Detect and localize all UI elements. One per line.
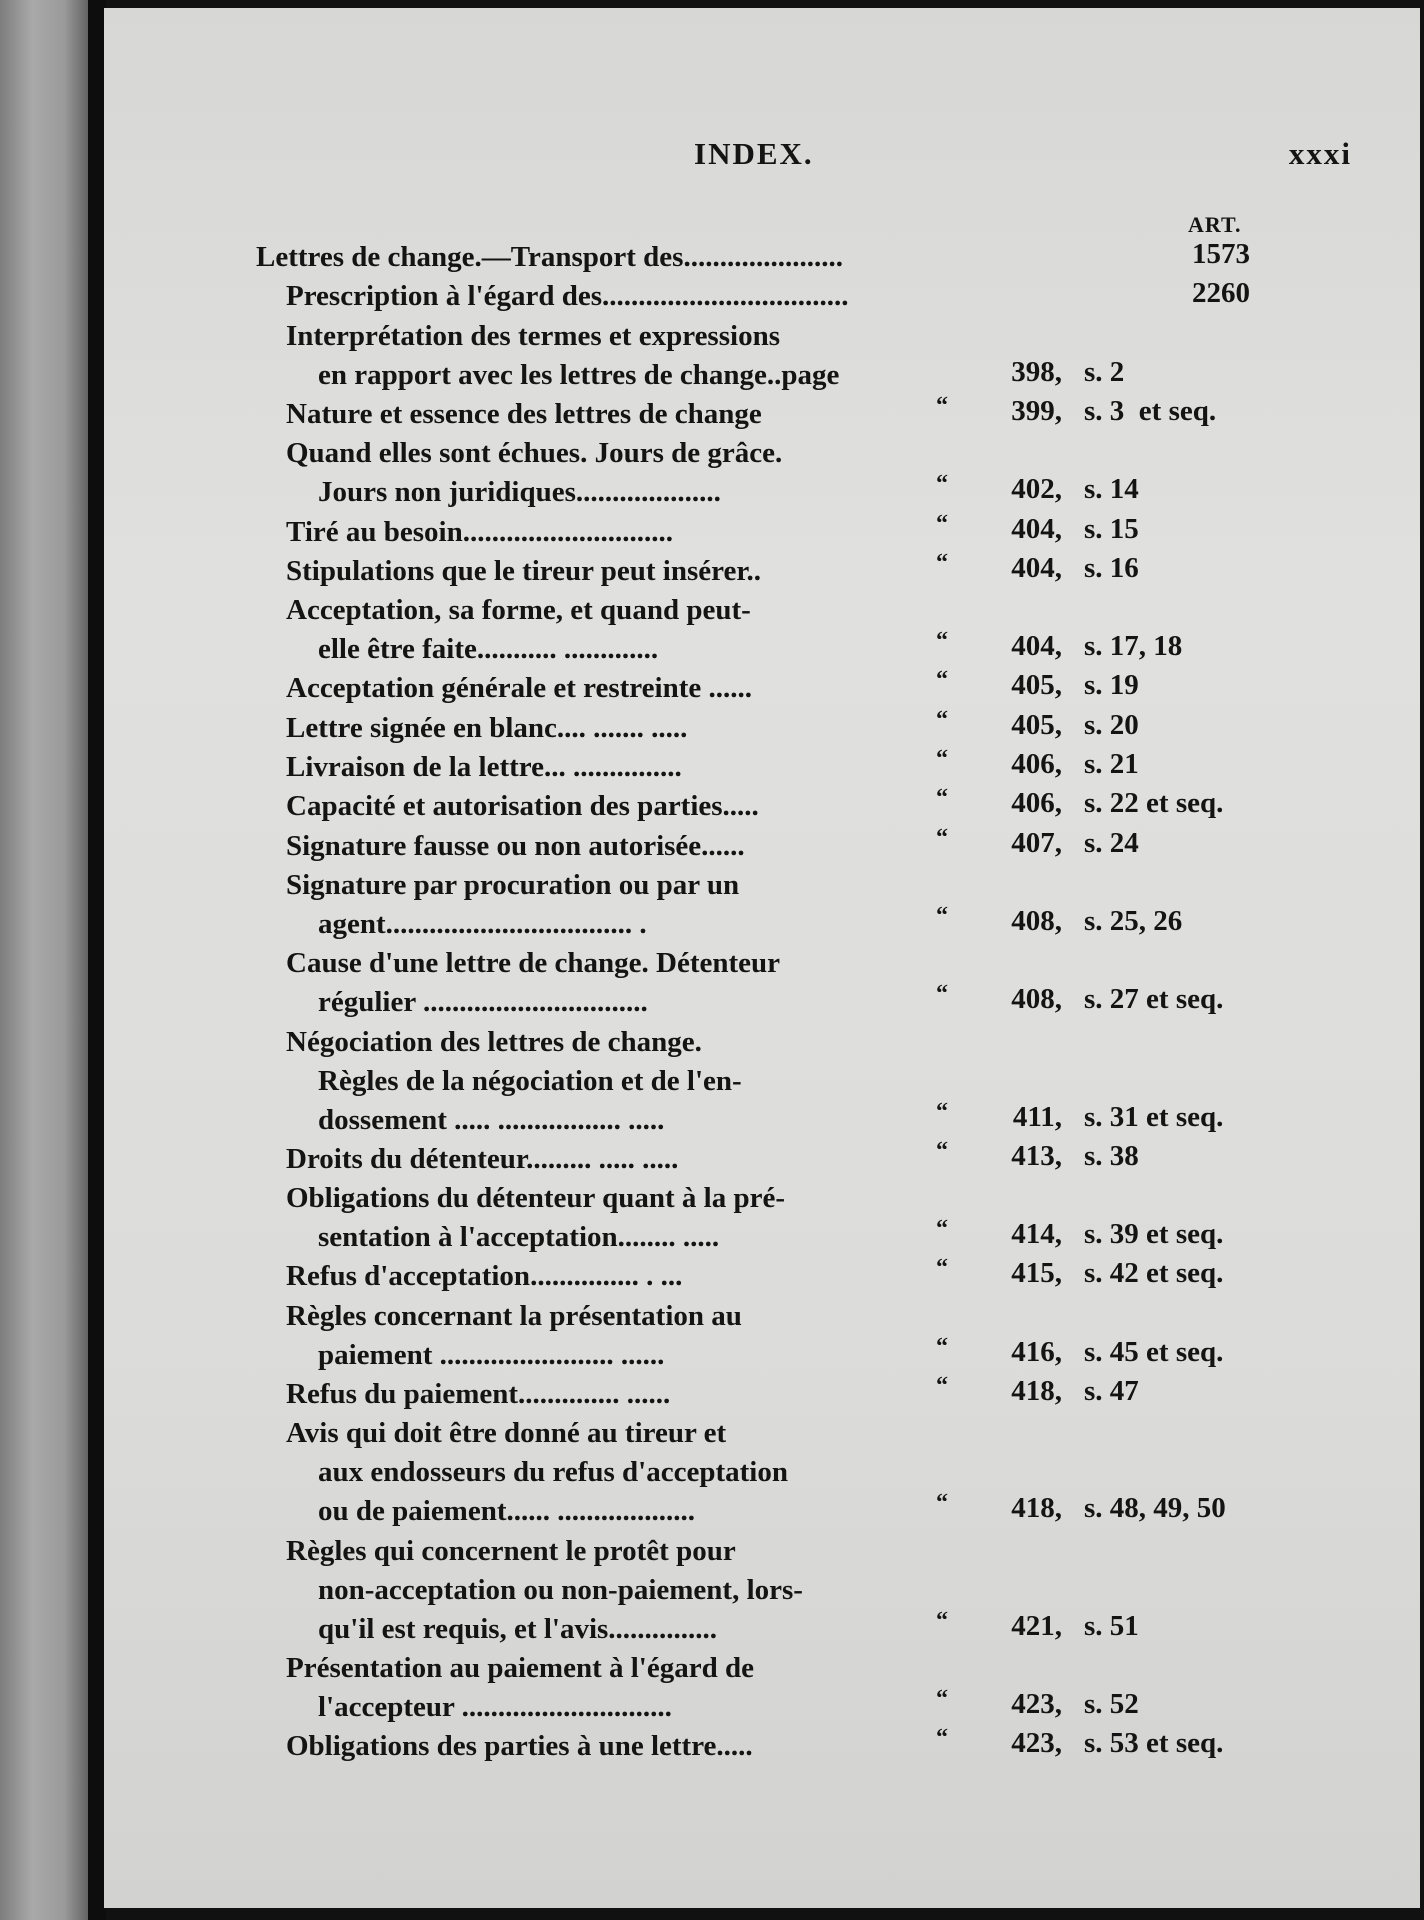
page-reference: 406, [1011, 787, 1062, 820]
ditto-mark: “ [936, 1607, 948, 1634]
entry-text-line: Lettres de change.—Transport des...................... [256, 241, 843, 273]
section-reference: s. 14 [1084, 473, 1139, 506]
ditto-mark: “ [936, 1490, 948, 1517]
entry-text-line: Refus du paiement.............. ...... [286, 1378, 671, 1410]
entry-text-line: Règles qui concernent le protêt pour [286, 1534, 736, 1567]
page-reference: 405, [1011, 708, 1062, 741]
section-reference: s. 38 [1084, 1139, 1139, 1172]
section-reference: s. 19 [1084, 669, 1139, 702]
page-reference: 398, [1011, 355, 1062, 388]
ditto-mark: “ [936, 1098, 948, 1125]
page-title: INDEX. [694, 136, 814, 171]
section-reference: s. 24 [1084, 826, 1139, 859]
section-reference: s. 52 [1084, 1687, 1139, 1720]
entry-text-line: Négociation des lettres de change. [286, 1025, 702, 1058]
section-reference: s. 16 [1084, 551, 1139, 584]
entry-text-line: elle être faite........... ............. [318, 633, 659, 666]
entry-text-line: Quand elles sont échues. Jours de grâce. [286, 437, 783, 470]
entry-text-line: paiement ........................ ...... [318, 1338, 665, 1371]
entry-text-line: ou de paiement...... ................... [318, 1495, 695, 1528]
ditto-mark: “ [936, 628, 948, 655]
ditto-mark: “ [936, 510, 948, 537]
section-reference: s. 39 et seq. [1084, 1218, 1224, 1251]
ditto-mark: “ [936, 706, 948, 733]
section-reference: s. 22 et seq. [1084, 787, 1224, 820]
entry-text-line: Signature par procuration ou par un [286, 868, 740, 901]
entry-text-line: l'accepteur ............................. [318, 1690, 672, 1723]
page-reference: 404, [1011, 630, 1062, 663]
entry-text-line: sentation à l'acceptation........ ..... [318, 1221, 720, 1254]
section-reference: s. 25, 26 [1084, 904, 1183, 937]
entry-text-line: Livraison de la lettre... ............... [286, 751, 682, 783]
entry-text-line: Présentation au paiement à l'égard de [286, 1651, 754, 1684]
entry-text-line: Prescription à l'égard des.................................. [286, 280, 849, 313]
entry-text-line: Avis qui doit être donné au tireur et [286, 1417, 727, 1450]
section-reference: s. 21 [1084, 748, 1139, 780]
ditto-mark: “ [936, 746, 948, 772]
facing-page-edge [0, 0, 92, 1920]
entry-text-line: Signature fausse ou non autorisée...... [286, 829, 745, 862]
ditto-mark: “ [936, 1137, 948, 1164]
entry-text-line: Refus d'acceptation............... . ... [286, 1260, 683, 1293]
page-reference: 418, [1011, 1375, 1062, 1407]
ditto-mark: “ [936, 1685, 948, 1712]
entry-text-line: Nature et essence des lettres de change [286, 397, 762, 430]
section-reference: s. 31 et seq. [1084, 1100, 1224, 1133]
entry-text-line: Obligations du détenteur quant à la pré- [286, 1182, 785, 1215]
section-reference: s. 51 [1084, 1609, 1139, 1642]
page-reference: 404, [1011, 551, 1062, 584]
ditto-mark: “ [936, 981, 948, 1008]
entry-text-line: Lettre signée en blanc.... ....... ..... [286, 711, 688, 744]
entry-text-line: régulier ............................... [318, 986, 648, 1019]
page-reference: 414, [1011, 1218, 1062, 1251]
art-column-label: ART. [1188, 212, 1242, 237]
entry-text-line: Capacité et autorisation des parties..... [286, 790, 759, 823]
section-reference: s. 45 et seq. [1084, 1335, 1224, 1368]
entry-text-line: aux endosseurs du refus d'acceptation [318, 1456, 788, 1489]
entry-text-line: agent.................................. . [318, 907, 647, 940]
section-reference: s. 47 [1084, 1375, 1139, 1407]
ditto-mark: “ [936, 902, 948, 929]
entry-text-line: en rapport avec les lettres de change..page [318, 358, 840, 391]
ditto-mark: “ [936, 549, 948, 576]
ditto-mark: “ [936, 667, 948, 694]
entry-text-line: Interprétation des termes et expressions [286, 319, 780, 352]
entry-text-line: Acceptation générale et restreinte ...... [286, 672, 752, 705]
entry-text-line: non-acceptation ou non-paiement, lors- [318, 1573, 803, 1606]
page-reference: 411, [1012, 1100, 1062, 1133]
ditto-mark: “ [936, 1216, 948, 1243]
page-reference: 416, [1011, 1335, 1062, 1368]
entry-text-line: Stipulations que le tireur peut insérer.. [286, 554, 762, 587]
entry-text-line: Règles de la négociation et de l'en- [318, 1064, 742, 1097]
page-number: xxxi [1288, 136, 1352, 171]
ditto-mark: “ [936, 1373, 948, 1399]
page-reference: 404, [1011, 512, 1062, 545]
index-page [104, 8, 1420, 1908]
ditto-mark: “ [936, 1255, 948, 1282]
entry-text-line: Règles concernant la présentation au [286, 1299, 742, 1332]
ditto-mark: “ [936, 824, 948, 851]
entry-text-line: Tiré au besoin............................. [286, 515, 673, 548]
entry-text-line: Droits du détenteur......... ..... ..... [286, 1142, 679, 1175]
ditto-mark: “ [936, 471, 948, 498]
article-number: 1573 [1192, 238, 1250, 270]
page-reference: 402, [1011, 473, 1062, 506]
page-reference: 418, [1011, 1492, 1062, 1525]
section-reference: s. 27 et seq. [1084, 983, 1224, 1016]
page-reference: 415, [1011, 1257, 1062, 1290]
section-reference: s. 42 et seq. [1084, 1257, 1224, 1290]
page-reference: 408, [1011, 904, 1062, 937]
page-reference: 407, [1011, 826, 1062, 859]
page-reference: 408, [1011, 983, 1062, 1016]
page-reference: 421, [1011, 1609, 1062, 1642]
entry-text-line: dossement ..... ................. ..... [318, 1103, 665, 1136]
section-reference: s. 2 [1084, 355, 1125, 388]
page-header [104, 136, 1420, 176]
ditto-mark: “ [936, 1333, 948, 1360]
page-reference: 413, [1011, 1139, 1062, 1172]
page-reference: 405, [1011, 669, 1062, 702]
section-reference: s. 3 et seq. [1084, 394, 1217, 427]
section-reference: s. 53 et seq. [1084, 1727, 1224, 1760]
ditto-mark: “ [936, 1725, 948, 1752]
section-reference: s. 15 [1084, 512, 1139, 545]
page-reference: 423, [1011, 1687, 1062, 1720]
entry-text-line: Obligations des parties à une lettre..... [286, 1730, 753, 1763]
entry-text-line: Acceptation, sa forme, et quand peut- [286, 594, 751, 627]
section-reference: s. 48, 49, 50 [1084, 1492, 1226, 1525]
page-reference: 423, [1011, 1727, 1062, 1760]
page-reference: 406, [1011, 748, 1062, 780]
section-reference: s. 17, 18 [1084, 630, 1183, 663]
entry-text-line: qu'il est requis, et l'avis............... [318, 1612, 718, 1645]
section-reference: s. 20 [1084, 708, 1139, 741]
entry-text-line: Jours non juridiques.................... [318, 476, 721, 509]
ditto-mark: “ [936, 785, 948, 812]
page-reference: 399, [1011, 394, 1062, 427]
article-number: 2260 [1192, 277, 1250, 310]
ditto-mark: “ [936, 392, 948, 419]
entry-text-line: Cause d'une lettre de change. Détenteur [286, 947, 781, 980]
